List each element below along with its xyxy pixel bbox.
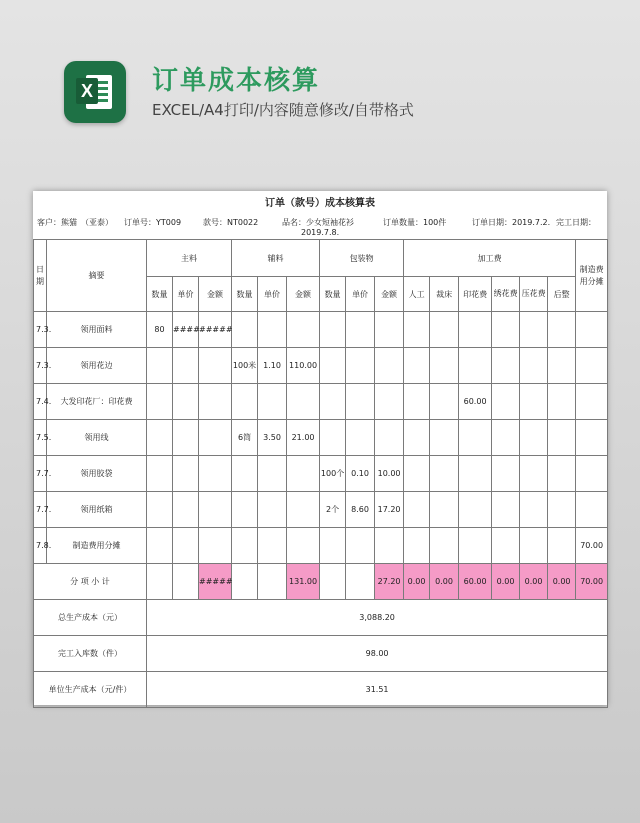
aux-amount-cell (287, 384, 320, 420)
labor-cell (404, 528, 430, 564)
aux-amount-cell: 110.00 (287, 348, 320, 384)
pack-price-cell (346, 384, 375, 420)
main-qty-cell (147, 456, 173, 492)
table-row (34, 348, 608, 384)
aux-price-header: 单价 (258, 277, 287, 312)
row-date: 7.3. (34, 348, 47, 384)
main-price-subtotal (173, 564, 199, 600)
cost-table (33, 239, 608, 708)
main-price-cell (173, 348, 199, 384)
product-name-info: 品名：少女短袖花衫 (282, 218, 354, 227)
row-date: 7.7. (34, 492, 47, 528)
main-qty-header: 数量 (147, 277, 173, 312)
pack-amount-cell: 17.20 (375, 492, 404, 528)
unit-cost-row (34, 672, 608, 708)
total-cost-value: 3,088.20 (147, 600, 608, 636)
finishing-subtotal: 0.00 (548, 564, 576, 600)
total-cost-label: 总生产成本（元） (34, 600, 147, 636)
labor-cell (404, 312, 430, 348)
main-price-cell: #### (173, 312, 199, 348)
embossing-fee-header: 压花费 (520, 277, 548, 312)
aux-amount-cell (287, 492, 320, 528)
pack-qty-subtotal (320, 564, 346, 600)
main-qty-cell (147, 492, 173, 528)
finished-qty-row (34, 636, 608, 672)
embroidery-subtotal: 0.00 (492, 564, 520, 600)
main-amount-cell (199, 456, 232, 492)
finish-date-value: 2019.7.8. (301, 228, 340, 237)
row-summary: 制造费用分摊 (47, 528, 147, 564)
aux-price-cell (258, 492, 287, 528)
finishing-cell (548, 456, 576, 492)
main-amount-cell (199, 384, 232, 420)
printing-cell (459, 312, 492, 348)
embroidery-cell (492, 528, 520, 564)
aux-qty-cell: 6筒 (232, 420, 258, 456)
table-row (34, 456, 608, 492)
embossing-cell (520, 456, 548, 492)
main-qty-cell: 80 (147, 312, 173, 348)
labor-cell (404, 456, 430, 492)
row-summary: 大发印花厂：印花费 (47, 384, 147, 420)
main-amount-cell (199, 528, 232, 564)
aux-qty-subtotal (232, 564, 258, 600)
embossing-cell (520, 312, 548, 348)
labor-cell (404, 348, 430, 384)
mfg-cell (576, 456, 608, 492)
aux-qty-cell (232, 312, 258, 348)
aux-amount-cell (287, 528, 320, 564)
table-row (34, 528, 608, 564)
aux-qty-cell (232, 456, 258, 492)
main-price-cell (173, 384, 199, 420)
labor-header: 人工 (404, 277, 430, 312)
page-subtitle: EXCEL/A4打印/内容随意修改/自带格式 (152, 101, 414, 119)
pack-price-header: 单价 (346, 277, 375, 312)
mfg-subtotal: 70.00 (576, 564, 608, 600)
pack-qty-cell (320, 312, 346, 348)
pack-qty-cell (320, 384, 346, 420)
main-qty-cell (147, 528, 173, 564)
date-header: 日期 (34, 240, 47, 312)
table-row (34, 420, 608, 456)
aux-price-cell (258, 528, 287, 564)
labor-cell (404, 420, 430, 456)
cutting-cell (430, 456, 459, 492)
embossing-cell (520, 384, 548, 420)
summary-header: 摘要 (47, 240, 147, 312)
finishing-cell (548, 348, 576, 384)
order-info-bar (33, 215, 607, 239)
pack-price-cell: 0.10 (346, 456, 375, 492)
unit-cost-value: 31.51 (147, 672, 608, 708)
pack-qty-cell (320, 420, 346, 456)
cutting-cell (430, 384, 459, 420)
order-quantity-info: 订单数量：100件 (383, 218, 447, 227)
embossing-cell (520, 348, 548, 384)
excel-logo-icon (64, 61, 126, 123)
pack-amount-cell: 10.00 (375, 456, 404, 492)
row-date: 7.4. (34, 384, 47, 420)
pack-amount-cell (375, 528, 404, 564)
row-summary: 领用花边 (47, 348, 147, 384)
printing-cell (459, 348, 492, 384)
pack-price-subtotal (346, 564, 375, 600)
main-amount-cell (199, 492, 232, 528)
aux-qty-cell (232, 384, 258, 420)
pack-price-cell (346, 348, 375, 384)
row-summary: 领用胶袋 (47, 456, 147, 492)
pack-qty-cell (320, 348, 346, 384)
mfg-overhead-header: 制造费用分摊 (576, 240, 608, 312)
row-summary: 领用纸箱 (47, 492, 147, 528)
printing-cell (459, 456, 492, 492)
aux-qty-header: 数量 (232, 277, 258, 312)
row-date: 7.7. (34, 456, 47, 492)
pack-price-cell (346, 312, 375, 348)
aux-material-header: 辅料 (232, 240, 320, 277)
pack-price-cell (346, 420, 375, 456)
aux-qty-cell (232, 528, 258, 564)
main-price-cell (173, 420, 199, 456)
printing-cell: 60.00 (459, 384, 492, 420)
pack-amount-cell (375, 420, 404, 456)
aux-price-cell (258, 312, 287, 348)
row-date: 7.3. (34, 312, 47, 348)
printing-cell (459, 492, 492, 528)
embroidery-cell (492, 312, 520, 348)
mfg-cell (576, 492, 608, 528)
mfg-cell (576, 312, 608, 348)
finished-qty-label: 完工入库数（件） (34, 636, 147, 672)
finishing-cell (548, 528, 576, 564)
mfg-cell (576, 348, 608, 384)
packaging-header: 包装物 (320, 240, 404, 277)
finishing-cell (548, 492, 576, 528)
main-qty-cell (147, 348, 173, 384)
table-row (34, 384, 608, 420)
aux-amount-cell: 21.00 (287, 420, 320, 456)
embossing-cell (520, 420, 548, 456)
aux-qty-cell (232, 492, 258, 528)
embroidery-fee-header: 绣花费 (492, 277, 520, 312)
pack-qty-cell (320, 528, 346, 564)
printing-cell (459, 528, 492, 564)
main-qty-cell (147, 384, 173, 420)
pack-price-cell: 8.60 (346, 492, 375, 528)
cutting-cell (430, 492, 459, 528)
main-amount-subtotal: ##### (199, 564, 232, 600)
embroidery-cell (492, 492, 520, 528)
main-qty-subtotal (147, 564, 173, 600)
main-amount-header: 金额 (199, 277, 232, 312)
table-row (34, 492, 608, 528)
aux-price-cell (258, 456, 287, 492)
pack-amount-subtotal: 27.20 (375, 564, 404, 600)
embroidery-cell (492, 384, 520, 420)
row-summary: 领用线 (47, 420, 147, 456)
printing-cell (459, 420, 492, 456)
cutting-header: 裁床 (430, 277, 459, 312)
finish-date-info: 完工日期： (556, 218, 596, 227)
labor-cell (404, 384, 430, 420)
row-date: 7.5. (34, 420, 47, 456)
mfg-cell (576, 420, 608, 456)
order-date-info: 订单日期：2019.7.2. (472, 218, 551, 227)
main-price-cell (173, 456, 199, 492)
main-amount-cell (199, 348, 232, 384)
row-date: 7.8. (34, 528, 47, 564)
order-number-info: 订单号：YT009 (124, 218, 182, 227)
header-row-1 (34, 240, 608, 277)
pack-qty-header: 数量 (320, 277, 346, 312)
labor-subtotal: 0.00 (404, 564, 430, 600)
main-qty-cell (147, 420, 173, 456)
aux-price-cell: 1.10 (258, 348, 287, 384)
row-summary: 领用面料 (47, 312, 147, 348)
finishing-cell (548, 312, 576, 348)
main-price-cell (173, 528, 199, 564)
aux-price-cell: 3.50 (258, 420, 287, 456)
aux-amount-cell (287, 456, 320, 492)
embroidery-cell (492, 420, 520, 456)
main-price-header: 单价 (173, 277, 199, 312)
embossing-subtotal: 0.00 (520, 564, 548, 600)
labor-cell (404, 492, 430, 528)
finishing-cell (548, 384, 576, 420)
table-row (34, 312, 608, 348)
processing-fee-header: 加工费 (404, 240, 576, 277)
main-price-cell (173, 492, 199, 528)
pack-amount-cell (375, 348, 404, 384)
aux-qty-cell: 100米 (232, 348, 258, 384)
spreadsheet-preview (33, 191, 607, 705)
aux-price-cell (258, 384, 287, 420)
finishing-cell (548, 420, 576, 456)
excel-x-letter: X (76, 78, 98, 104)
aux-amount-subtotal: 131.00 (287, 564, 320, 600)
subtotal-row (34, 564, 608, 600)
sheet-title: 订单（款号）成本核算表 (265, 198, 375, 209)
subtotal-label: 分 项 小 计 (34, 564, 147, 600)
aux-amount-cell (287, 312, 320, 348)
cutting-cell (430, 312, 459, 348)
embossing-cell (520, 492, 548, 528)
embossing-cell (520, 528, 548, 564)
unit-cost-label: 单位生产成本（元/件） (34, 672, 147, 708)
printing-fee-header: 印花费 (459, 277, 492, 312)
aux-amount-header: 金额 (287, 277, 320, 312)
mfg-cell: 70.00 (576, 528, 608, 564)
cutting-cell (430, 420, 459, 456)
printing-subtotal: 60.00 (459, 564, 492, 600)
mfg-cell (576, 384, 608, 420)
page-title: 订单成本核算 (152, 66, 321, 96)
pack-qty-cell: 100个 (320, 456, 346, 492)
embroidery-cell (492, 348, 520, 384)
cutting-subtotal: 0.00 (430, 564, 459, 600)
main-amount-cell: ##### (199, 312, 232, 348)
main-amount-cell (199, 420, 232, 456)
pack-price-cell (346, 528, 375, 564)
customer-info: 客户：熊猫 （亚泰） (37, 218, 113, 227)
total-cost-row (34, 600, 608, 636)
main-material-header: 主料 (147, 240, 232, 277)
embroidery-cell (492, 456, 520, 492)
pack-amount-cell (375, 312, 404, 348)
pack-amount-header: 金额 (375, 277, 404, 312)
finished-qty-value: 98.00 (147, 636, 608, 672)
finishing-header: 后整 (548, 277, 576, 312)
aux-price-subtotal (258, 564, 287, 600)
pack-amount-cell (375, 384, 404, 420)
cutting-cell (430, 348, 459, 384)
cutting-cell (430, 528, 459, 564)
style-number-info: 款号：NT0022 (203, 218, 259, 227)
pack-qty-cell: 2个 (320, 492, 346, 528)
